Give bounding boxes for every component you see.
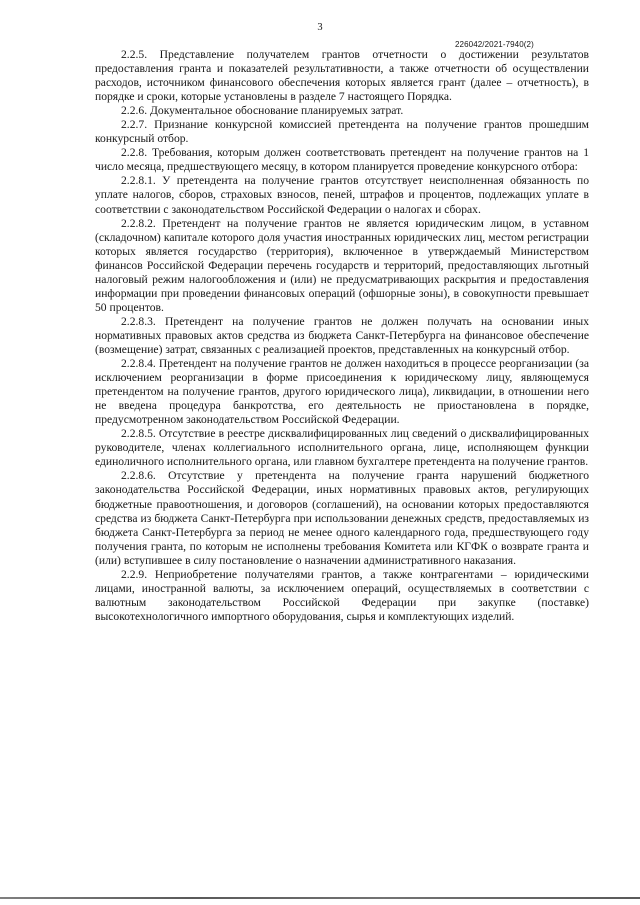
paragraph-2-2-8-3: 2.2.8.3. Претендент на получение грантов не должен получать на основании иных нормативных правовых актов средства из бюджета Санкт-Петербурга на финансовое обеспечение (возмещение) затрат, связанных с реализацией проектов, представленных на конкурсный отбор. [95, 314, 589, 356]
paragraph-2-2-7: 2.2.7. Признание конкурсной комиссией претендента на получение грантов прошедшим конкурсный отбор. [95, 118, 589, 146]
scan-edge-artifact [0, 897, 640, 899]
paragraph-2-2-8: 2.2.8. Требования, которым должен соответствовать претендент на получение грантов на 1 число месяца, предшествующего месяцу, в котором планируется проведение конкурсного отбора: [95, 146, 589, 174]
paragraph-2-2-8-4: 2.2.8.4. Претендент на получение грантов не должен находиться в процессе реорганизации (за исключением реорганизации в форме присоединения к юридическому лицу, являющемуся претендентом на получение грантов, другого юридического лица), ликвидации, в отношении него не введена процедура банкротства, его деятельность не приостановлена в порядке, предусмотренном законодательством Российской Федерации. [95, 357, 589, 427]
document-body [95, 48, 589, 624]
paragraph-2-2-8-6: 2.2.8.6. Отсутствие у претендента на получение гранта нарушений бюджетного законодательства Российской Федерации, иных нормативных правовых актов, регулирующих бюджетные правоотношения, и договоров (соглашений), на основании которых предоставляются средства из бюджета Санкт-Петербурга при использовании денежных средств, предоставляемых из бюджета Санкт-Петербурга за период не менее одного календарного года, предшествующего году получения гранта, по которым не исполнены требования Комитета или КГФК о возврате гранта и (или) вступившее в силу постановление о назначении административного наказания. [95, 469, 589, 567]
paragraph-2-2-8-2: 2.2.8.2. Претендент на получение грантов не является юридическим лицом, в уставном (складочном) капитале которого доля участия иностранных юридических лиц, местом регистрации которых является государство (территория), включенное в утверждаемый Министерством финансов Российской Федерации перечень государств и территорий, предоставляющих льготный налоговый режим налогообложения и (или) не предусматривающих раскрытия и предоставления информации при проведении финансовых операций (офшорные зоны), в совокупности превышает 50 процентов. [95, 216, 589, 314]
paragraph-2-2-6: 2.2.6. Документальное обоснование планируемых затрат. [121, 104, 404, 118]
paragraph-2-2-8-1: 2.2.8.1. У претендента на получение грантов отсутствует неисполненная обязанность по уплате налогов, сборов, страховых взносов, пеней, штрафов и процентов, подлежащих уплате в соответствии с законодательством Российской Федерации о налогах и сборах. [95, 174, 589, 216]
page-number: 3 [317, 22, 323, 33]
paragraph-2-2-8-5: 2.2.8.5. Отсутствие в реестре дисквалифицированных лиц сведений о дисквалифицированных руководителе, членах коллегиального исполнительного органа, лице, исполняющем функции единоличного исполнительного органа, или главном бухгалтере претендента на получение грантов. [95, 427, 589, 469]
paragraph-2-2-9: 2.2.9. Неприобретение получателями грантов, а также контрагентами – юридическими лицами, иностранной валюты, за исключением операций, осуществляемых в соответствии с валютным законодательством Российской Федерации при закупке (поставке) высокотехнологичного импортного оборудования, сырья и комплектующих изделий. [95, 567, 589, 623]
paragraph-2-2-5: 2.2.5. Представление получателем грантов отчетности о достижении результатов предоставления гранта и показателей результативности, а также отчетности об осуществлении расходов, источником финансового обеспечения которых является грант (далее – отчетность), в порядке и сроки, которые установлены в разделе 7 настоящего Порядка. [95, 48, 589, 104]
document-number: 226042/2021-7940(2) [455, 40, 534, 49]
